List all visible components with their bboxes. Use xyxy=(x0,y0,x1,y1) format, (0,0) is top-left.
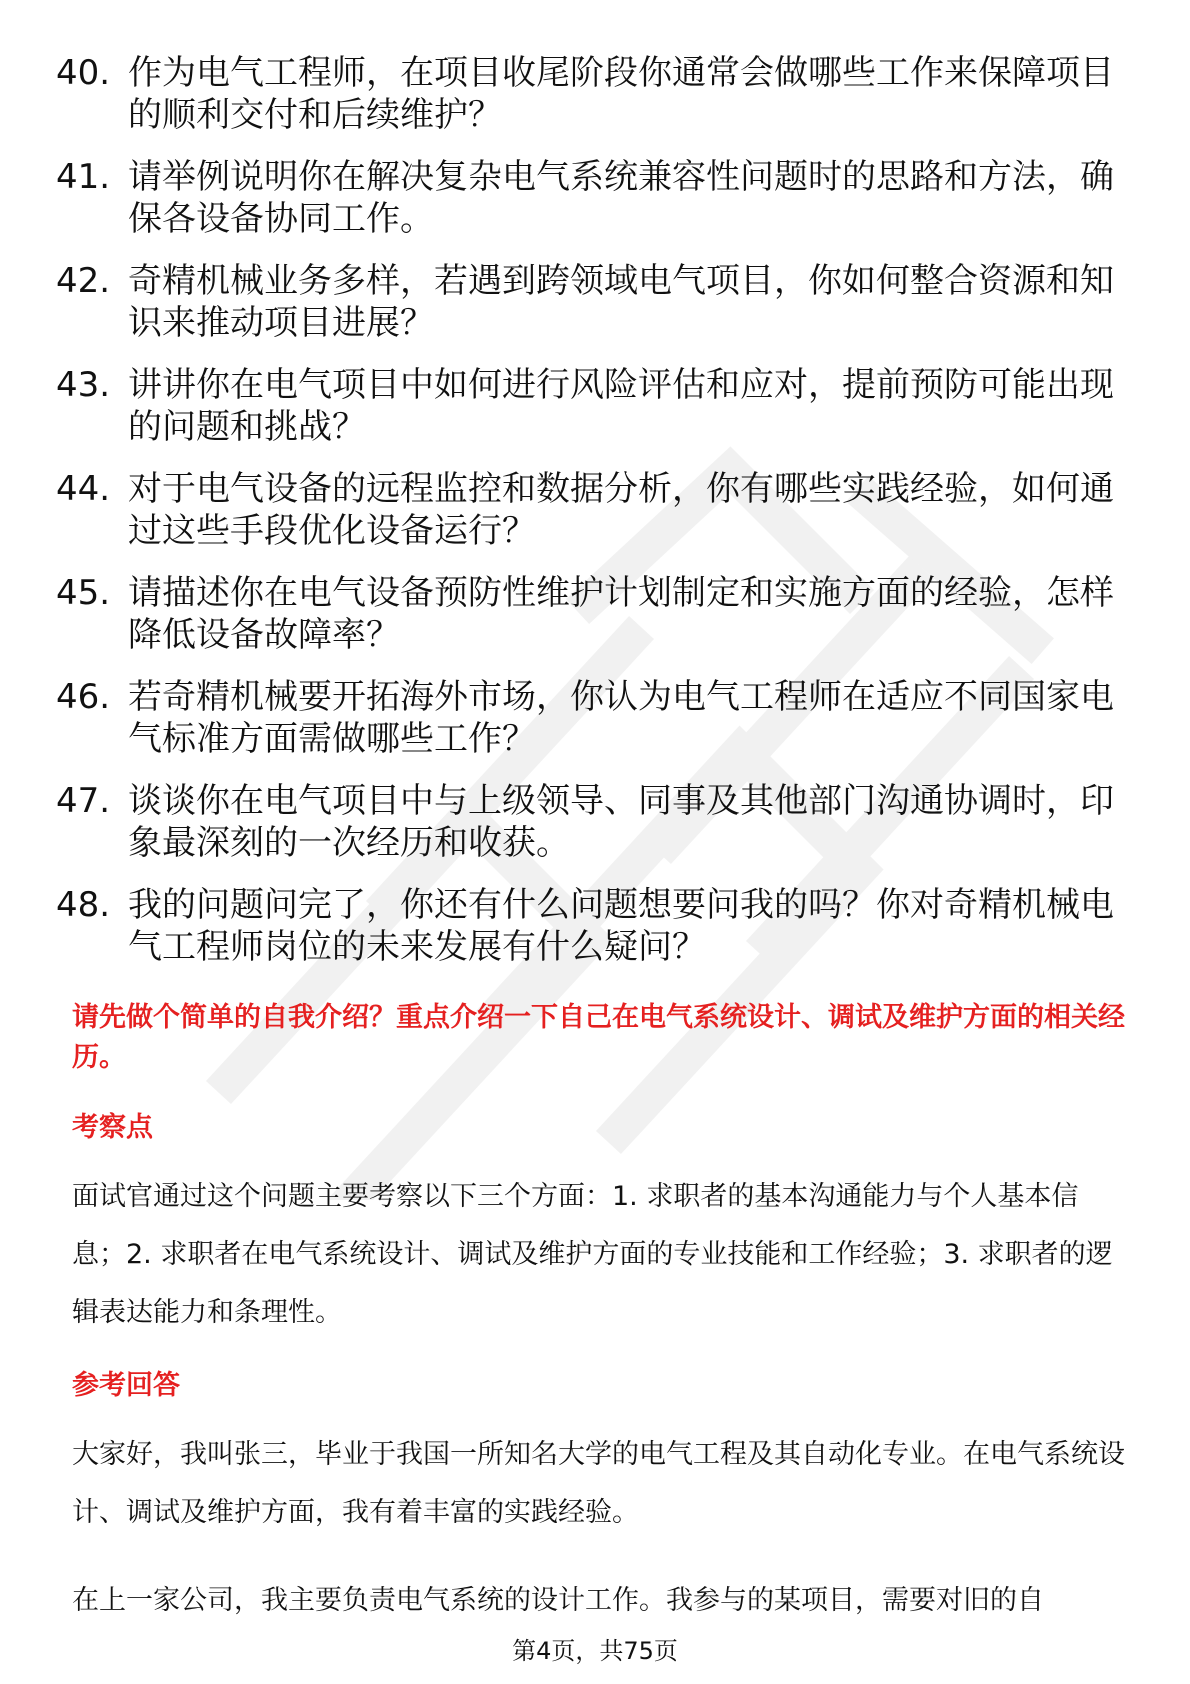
question-number: 45. xyxy=(56,573,111,613)
question-text: 作为电气工程师，在项目收尾阶段你通常会做哪些工作来保障项目的顺利交付和后续维护？ xyxy=(128,53,1114,135)
question-number: 40. xyxy=(56,53,111,93)
question-text: 请举例说明你在解决复杂电气系统兼容性问题时的思路和方法，确保各设备协同工作。 xyxy=(128,157,1114,239)
question-number: 41. xyxy=(56,157,111,197)
question-item xyxy=(56,676,1136,760)
question-number: 42. xyxy=(56,261,111,301)
question-number: 44. xyxy=(56,469,111,509)
featured-question-title: 请先做个简单的自我介绍？重点介绍一下自己在电气系统设计、调试及维护方面的相关经历。 xyxy=(72,1002,1125,1073)
question-text: 请描述你在电气设备预防性维护计划制定和实施方面的经验，怎样降低设备故障率？ xyxy=(128,573,1114,655)
question-item xyxy=(56,364,1136,448)
question-list xyxy=(56,52,1136,988)
reference-answer-paragraph: 大家好，我叫张三，毕业于我国一所知名大学的电气工程及其自动化专业。在电气系统设计、调试及维护方面，我有着丰富的实践经验。 xyxy=(72,1439,1125,1528)
question-number: 47. xyxy=(56,781,111,821)
question-item xyxy=(56,52,1136,136)
question-text: 谈谈你在电气项目中与上级领导、同事及其他部门沟通协调时，印象最深刻的一次经历和收获。 xyxy=(128,781,1114,863)
question-text: 奇精机械业务多样，若遇到跨领域电气项目，你如何整合资源和知识来推动项目进展？ xyxy=(128,261,1114,343)
question-number: 46. xyxy=(56,677,111,717)
question-number: 43. xyxy=(56,365,111,405)
assessment-body: 面试官通过这个问题主要考察以下三个方面：1. 求职者的基本沟通能力与个人基本信息；2. 求职者在电气系统设计、调试及维护方面的专业技能和工作经验；3. 求职者的逻辑表达能力和条理性。 xyxy=(72,1181,1113,1328)
page-footer: 第4页，共75页 xyxy=(512,1637,678,1665)
reference-answer-paragraph: 在上一家公司，我主要负责电气系统的设计工作。我参与的某项目，需要对旧的自 xyxy=(72,1585,1044,1616)
question-number: 48. xyxy=(56,885,111,925)
question-item xyxy=(56,780,1136,864)
question-item xyxy=(56,572,1136,656)
question-item xyxy=(56,156,1136,240)
question-item xyxy=(56,468,1136,552)
assessment-heading: 考察点 xyxy=(72,1112,153,1143)
question-item xyxy=(56,260,1136,344)
question-text: 对于电气设备的远程监控和数据分析，你有哪些实践经验，如何通过这些手段优化设备运行？ xyxy=(128,469,1114,551)
question-text: 若奇精机械要开拓海外市场，你认为电气工程师在适应不同国家电气标准方面需做哪些工作？ xyxy=(128,677,1114,759)
question-item xyxy=(56,884,1136,968)
question-text: 讲讲你在电气项目中如何进行风险评估和应对，提前预防可能出现的问题和挑战？ xyxy=(128,365,1114,447)
question-text: 我的问题问完了，你还有什么问题想要问我的吗？你对奇精机械电气工程师岗位的未来发展有什么疑问？ xyxy=(128,885,1114,967)
reference-answer-heading: 参考回答 xyxy=(72,1370,180,1401)
